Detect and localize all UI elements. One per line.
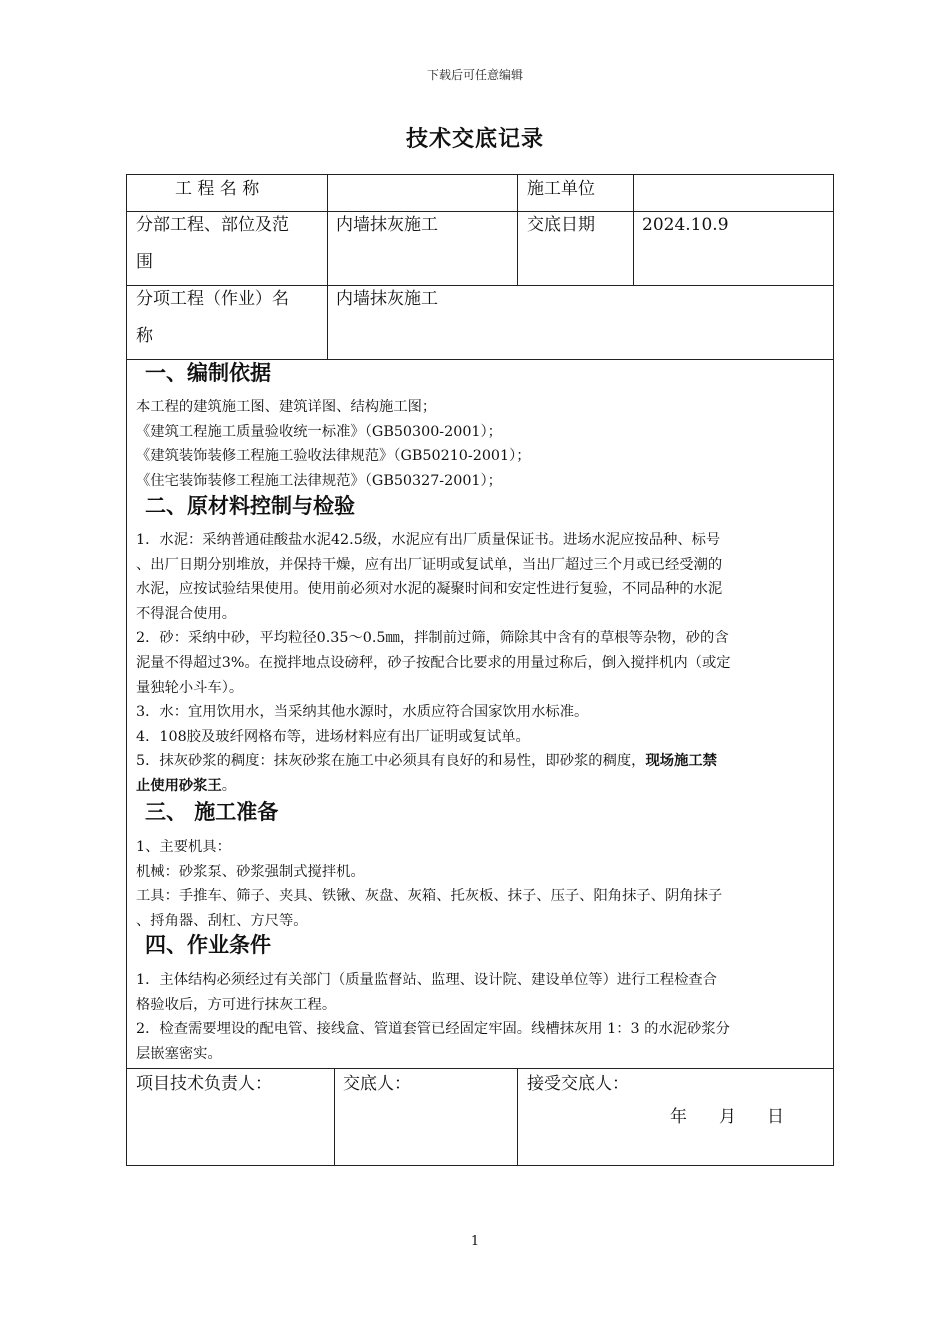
section-preparation-body — [136, 835, 828, 933]
document-title: 技术交底记录 — [405, 127, 544, 152]
col-divider — [334, 1068, 335, 1166]
text-line: 2．砂：采纳中砂，平均粒径0.35～0.5㎜，拌制前过筛，筛除其中含有的草根等杂物，砂的含 — [136, 630, 729, 647]
section-heading-conditions: 四、作业条件 — [145, 933, 271, 957]
text-line: 、捋角器、刮杠、方尺等。 — [136, 912, 308, 929]
receiver-signature-label: 接受交底人： — [527, 1074, 629, 1094]
section-heading-preparation: 三、 施工准备 — [145, 800, 279, 824]
division-value[interactable]: 内墙抹灰施工 — [336, 215, 438, 235]
text-line: 不得混合使用。 — [136, 605, 237, 622]
section-materials-body — [136, 528, 828, 799]
text-line — [136, 749, 828, 774]
text-line: 《住宅装饰装修工程施工法律规范》（GB50327-2001）； — [136, 472, 502, 489]
text-line: 水泥，应按试验结果使用。使用前必须对水泥的凝聚时间和安定性进行复验，不同品种的水泥 — [136, 581, 723, 598]
section-basis-body — [136, 395, 828, 493]
text-line: 1、主要机具： — [136, 839, 231, 855]
subitem-label-line2: 称 — [136, 326, 153, 346]
disclosure-date-value[interactable]: 2024.10.9 — [642, 215, 729, 235]
item5-bold-text: 现场施工禁 — [645, 753, 717, 770]
text-line: 层嵌塞密实。 — [136, 1045, 222, 1062]
text-line: 《建筑装饰装修工程施工验收法律规范》（GB50210-2001）； — [136, 448, 531, 465]
section-heading-basis: 一、编制依据 — [145, 361, 271, 385]
text-line: 1．水泥：采纳普通硅酸盐水泥42.5级，水泥应有出厂质量保证书。进场水泥应按品种、标号 — [136, 532, 721, 548]
text-line — [136, 774, 828, 799]
subitem-label-line1: 分项工程（作业）名 — [136, 289, 289, 309]
col-divider — [517, 1068, 518, 1166]
division-label-line1: 分部工程、部位及范 — [136, 215, 289, 235]
text-line: 2．检查需要埋设的配电管、接线盒、管道套管已经固定牢固。线槽抹灰用 1：3 的水泥砂浆分 — [136, 1021, 730, 1038]
col-divider — [517, 175, 518, 285]
col-divider — [633, 175, 634, 285]
tech-lead-signature-label: 项目技术负责人： — [136, 1074, 272, 1094]
text-line: 、出厂日期分别堆放，并保持干燥，应有出厂证明或复试单，当出厂超过三个月或已经受潮的 — [136, 556, 723, 573]
text-line: 1．主体结构必须经过有关部门（质量监督站、监理、设计院、建设单位等）进行工程检查合 — [136, 972, 717, 988]
text-line: 4．108胶及玻纤网格布等，进场材料应有出厂证明或复试单。 — [136, 728, 530, 745]
text-line: 量独轮小斗车）。 — [136, 679, 244, 696]
disclosure-date-label: 交底日期 — [527, 215, 595, 235]
header-note: 下载后可任意编辑 — [426, 68, 523, 82]
text-line: 机械：砂浆泵、砂浆强制式搅拌机。 — [136, 863, 365, 880]
section-conditions-body — [136, 968, 828, 1066]
disclosure-form — [126, 174, 834, 1166]
discloser-signature-label: 交底人： — [343, 1074, 411, 1094]
page-number: 1 — [470, 1234, 480, 1249]
text-line: 工具：手推车、筛子、夹具、铁锹、灰盘、灰箱、托灰板、抹子、压子、阳角抹子、阴角抹子 — [136, 888, 723, 905]
col-divider — [327, 175, 328, 359]
date-year-label: 年 — [670, 1107, 687, 1127]
item5-text: 5．抹灰砂浆的稠度：抹灰砂浆在施工中必须具有良好的和易性，即砂浆的稠度， — [136, 753, 646, 770]
subitem-value[interactable]: 内墙抹灰施工 — [336, 289, 438, 309]
text-line: 3．水：宜用饮用水，当采纳其他水源时，水质应符合国家饮用水标准。 — [136, 704, 589, 721]
date-day-label: 日 — [767, 1107, 784, 1127]
project-name-label: 工 程 名 称 — [175, 179, 260, 199]
date-month-label: 月 — [719, 1107, 736, 1127]
construction-unit-label: 施工单位 — [527, 179, 595, 199]
text-line: 泥量不得超过3%。在搅拌地点设磅秤，砂子按配合比要求的用量过称后，倒入搅拌机内（或定 — [136, 654, 731, 671]
division-label-line2: 围 — [136, 252, 153, 272]
item5-end: 。 — [221, 777, 237, 794]
section-heading-materials: 二、原材料控制与检验 — [145, 494, 355, 518]
text-line: 格验收后，方可进行抹灰工程。 — [136, 996, 337, 1013]
item5-bold-text: 止使用砂浆王 — [136, 777, 222, 794]
text-line: 本工程的建筑施工图、建筑详图、结构施工图； — [136, 399, 437, 415]
text-line: 《建筑工程施工质量验收统一标准》（GB50300-2001）； — [136, 423, 502, 440]
